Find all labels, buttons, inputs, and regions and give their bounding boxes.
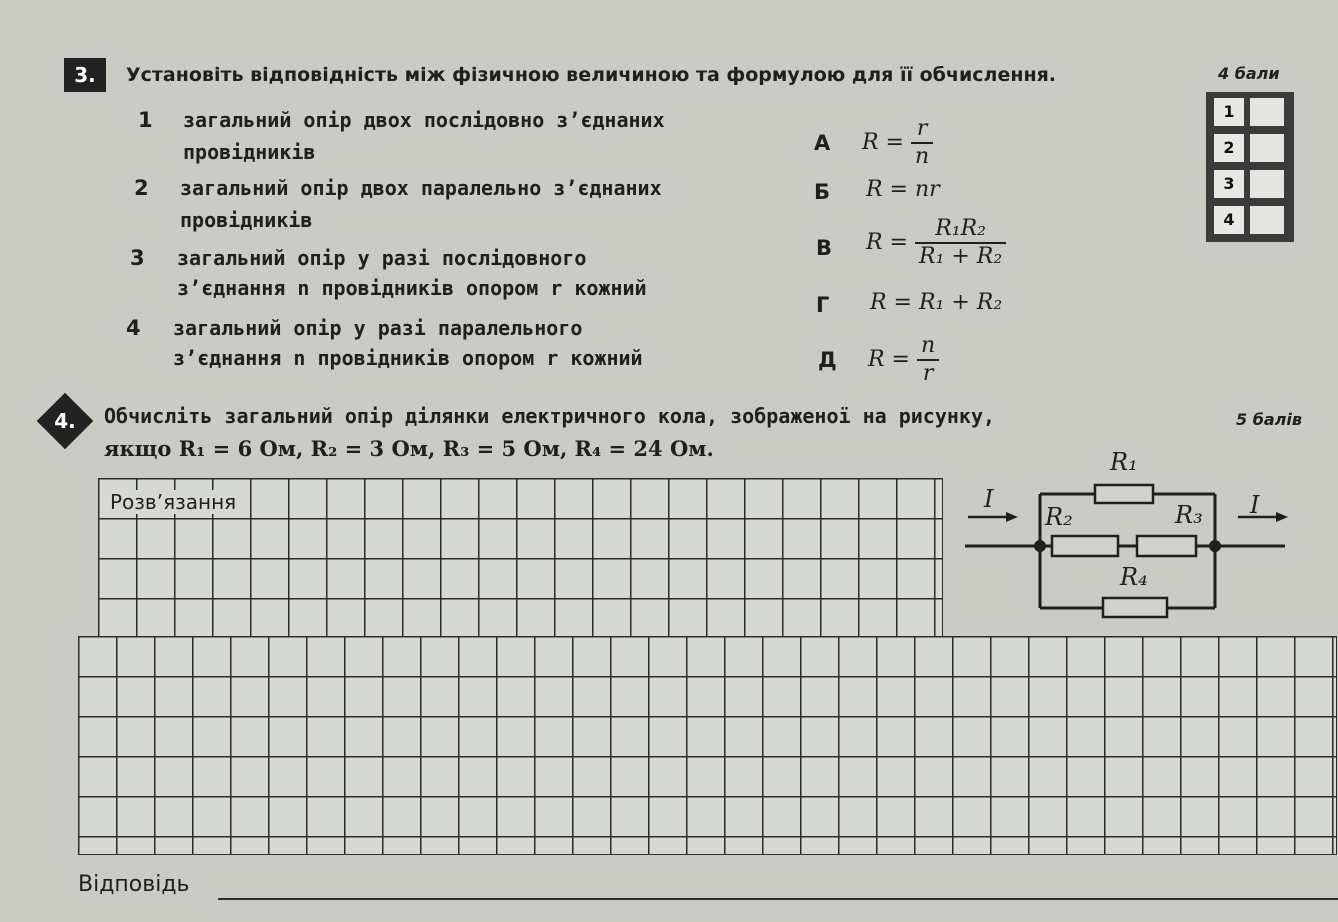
task-title: Установіть відповідність між фізичною величиною та формулою для її обчислення. [126,64,1056,86]
resistor-r1 [1095,485,1153,503]
option-formula: R = R₁ + R₂ [870,290,1003,315]
circuit-diagram [960,445,1290,635]
answer-table [1206,92,1294,242]
denominator: R₁ + R₂ [919,244,1003,269]
numerator: R₁R₂ [915,216,1006,244]
item-number: 2 [134,176,149,200]
denominator: n [915,144,930,169]
answer-cell[interactable] [1250,206,1284,234]
option-letter: Б [814,180,831,204]
task-points: 4 бали [1218,64,1280,83]
junction-node-left [1034,540,1046,552]
task-number-label: 4. [54,409,76,433]
label-r3: R₃ [1175,501,1203,529]
answer-row-number: 2 [1214,134,1244,162]
numerator: n [917,333,939,361]
resistor-r4 [1103,598,1167,617]
label-r1: R₁ [1110,448,1138,476]
resistor-r3 [1137,536,1196,556]
fraction [911,116,933,170]
option-letter: В [816,236,833,260]
task-statement-line: Обчисліть загальний опір ділянки електричного кола, зображеної на рисунку, [104,404,996,428]
item-text: загальний опір у разі паралельного [173,316,583,340]
arrow-out-icon [1276,512,1288,522]
answer-cell[interactable] [1250,170,1284,198]
item-text: з’єднання n провідників опором r кожний [177,276,647,300]
numerator: r [911,116,933,144]
item-text: провідників [180,208,313,232]
answer-label: Відповідь [78,872,190,897]
option-formula [868,333,939,387]
answer-row [1214,206,1286,234]
task-number-badge: 3. [64,58,106,92]
answer-row-number: 1 [1214,98,1244,126]
answer-row-number: 4 [1214,206,1244,234]
label-r2: R₂ [1045,503,1073,531]
junction-node-right [1209,540,1221,552]
answer-row [1214,134,1286,162]
option-letter: А [814,131,831,155]
fraction [917,333,939,387]
arrow-in-icon [1006,512,1018,522]
item-number: 4 [126,316,141,340]
formula-lhs: R = [862,130,904,155]
solution-grid-lower[interactable] [78,636,1337,855]
resistor-r2 [1052,536,1118,556]
answer-cell[interactable] [1250,98,1284,126]
item-text: загальний опір двох паралельно з’єднаних [180,176,662,200]
answer-row-number: 3 [1214,170,1244,198]
answer-row [1214,98,1286,126]
answer-line[interactable] [218,898,1338,900]
answer-cell[interactable] [1250,134,1284,162]
option-formula [866,216,1006,270]
option-formula: R = nr [866,177,940,202]
answer-row [1214,170,1286,198]
task-points: 5 балів [1236,410,1302,429]
item-text: загальний опір двох послідовно з’єднаних [183,108,665,132]
denominator: r [922,361,934,386]
task-statement-line: якщо R₁ = 6 Ом, R₂ = 3 Ом, R₃ = 5 Ом, R₄ = 24 Ом. [104,436,714,461]
item-text: провідників [183,140,316,164]
item-text: загальний опір у разі послідовного [177,246,587,270]
current-label-out: I [1250,491,1260,519]
label-r4: R₄ [1120,563,1148,591]
option-letter: Г [816,293,830,317]
item-number: 3 [130,246,145,270]
item-number: 1 [138,108,153,132]
formula-lhs: R = [868,347,910,372]
formula-lhs: R = [866,230,908,255]
fraction [915,216,1006,270]
item-text: з’єднання n провідників опором r кожний [173,346,643,370]
solution-label: Розв’язання [110,490,237,514]
current-label-in: I [984,485,994,513]
option-formula [862,116,933,170]
option-letter: Д [818,348,837,372]
